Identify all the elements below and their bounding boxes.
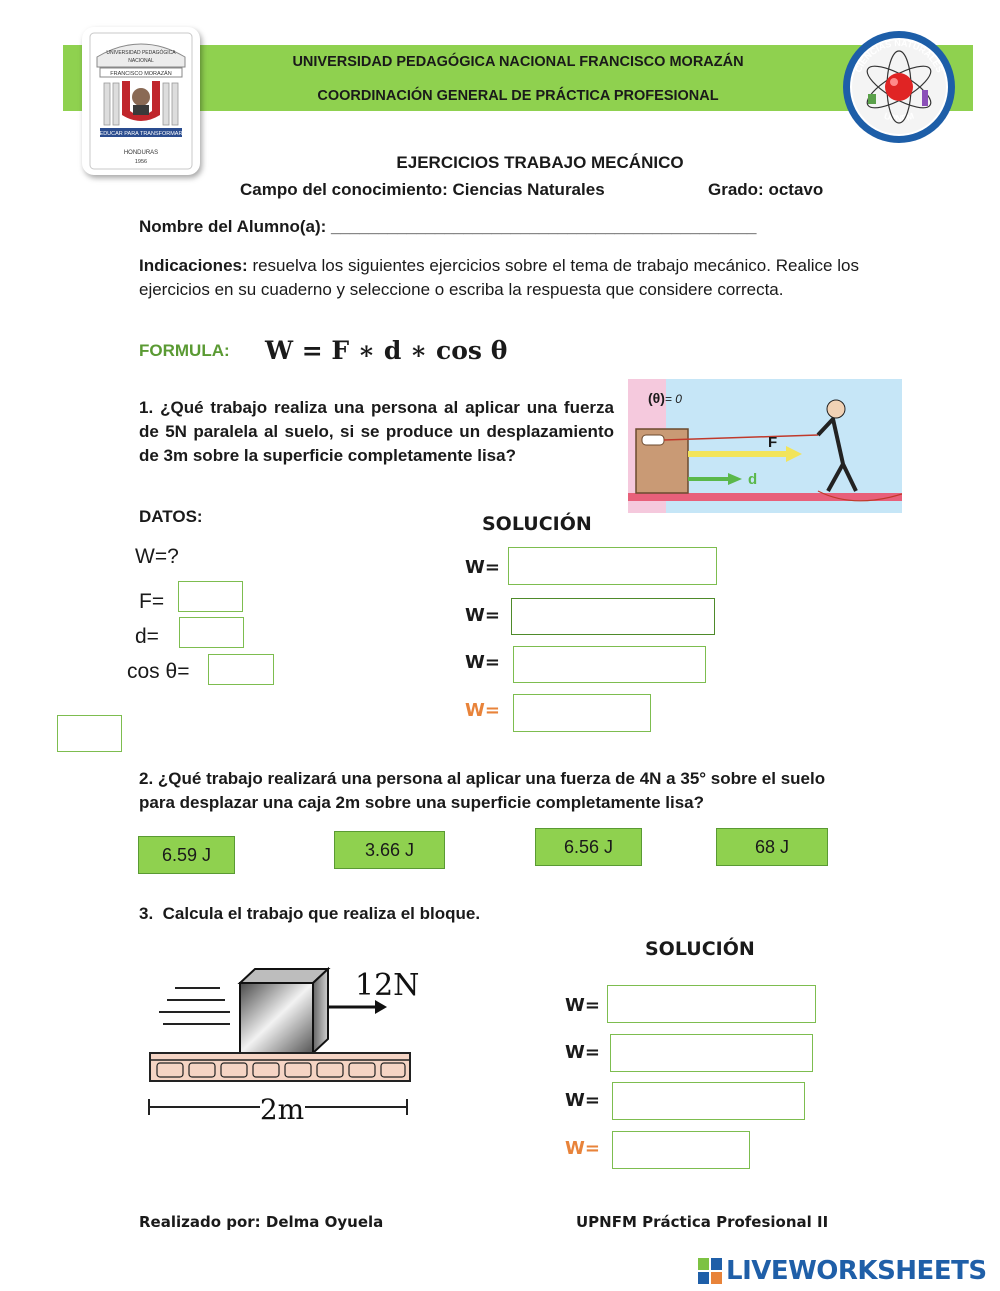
q1-solution-input-2[interactable] [511, 598, 715, 635]
q1-w-label-2: W= [465, 605, 500, 626]
q3-solution-input-2[interactable] [610, 1034, 813, 1072]
q2-option-3[interactable]: 6.56 J [535, 828, 642, 866]
q2-option-1[interactable]: 6.59 J [138, 836, 235, 874]
q3-w-label-1: W= [565, 995, 600, 1016]
formula-expression: W = F ∗ d ∗ cos θ [265, 336, 508, 365]
student-name-label: Nombre del Alumno(a): [139, 217, 332, 236]
question-3-text: 3. Calcula el trabajo que realiza el bloque. [139, 904, 481, 923]
logo-line3: FRANCISCO MORAZÁN [110, 71, 172, 77]
q1-solution-label: SOLUCIÓN [482, 513, 592, 535]
logo-line1: UNIVERSIDAD PEDAGÓGICA [106, 50, 176, 56]
question-1-text: 1. ¿Qué trabajo realiza una persona al aplicar una fuerza de 5N paralela al suelo, si se produce un desplazamiento de 3m sobre la superficie completamente lisa? [139, 398, 614, 465]
question-2-text: 2. ¿Qué trabajo realizará una persona al aplicar una fuerza de 4N a 35° sobre el suelo para desplazar una caja 2m sobre una superficie completamente lisa? [139, 769, 826, 812]
footer-course: UPNFM Práctica Profesional II [576, 1213, 829, 1231]
person-pulling-box-icon [628, 379, 902, 513]
logo-motto: EDUCAR PARA TRANSFORMAR [99, 131, 183, 137]
q3-w-label-3: W= [565, 1090, 600, 1111]
logo-line2: NACIONAL [128, 58, 154, 64]
logo-arc-top: CIENCIAS NATURALES [852, 37, 946, 74]
q1-w-label-1: W= [465, 557, 500, 578]
worksheet-title: EJERCICIOS TRABAJO MECÁNICO [396, 153, 684, 172]
q1-final-answer-input[interactable] [513, 694, 651, 732]
atom-logo-icon [840, 28, 958, 146]
liveworksheets-logo-icon [698, 1258, 722, 1284]
datos-w: W=? [135, 545, 179, 568]
logo-arc-bottom: UPNFM [882, 110, 916, 124]
q3-w-label-final: W= [565, 1138, 600, 1159]
q3-w-label-2: W= [565, 1042, 600, 1063]
logo-country: HONDURAS [123, 150, 159, 156]
displacement-input[interactable] [179, 617, 244, 648]
instructions [139, 254, 859, 302]
student-name-line: _____________________________________________ [331, 217, 757, 236]
subject-field: Campo del conocimiento: Ciencias Naturales [240, 180, 605, 199]
q3-force-label: 12N [355, 968, 420, 1003]
q3-solution-input-3[interactable] [612, 1082, 805, 1120]
datos-label: DATOS: [139, 507, 203, 526]
liveworksheets-text: LIVEWORKSHEETS [726, 1256, 987, 1286]
force-input[interactable] [178, 581, 243, 612]
q1-solution-input-1[interactable] [508, 547, 717, 585]
datos-f: F= [139, 590, 165, 613]
extra-answer-input[interactable] [57, 715, 122, 752]
q3-illustration [145, 955, 420, 1130]
svg-text:(θ)= 0 [648, 390, 682, 406]
q1-w-label-3: W= [465, 652, 500, 673]
ciencias-naturales-logo [840, 28, 958, 146]
q1-illustration [628, 379, 902, 513]
q1-image-angle-label: (θ) [648, 390, 665, 406]
q2-option-4[interactable]: 68 J [716, 828, 828, 866]
liveworksheets-brand [698, 1256, 998, 1286]
student-name-row [139, 217, 757, 237]
q2-option-2[interactable]: 3.66 J [334, 831, 445, 869]
cos-theta-input[interactable] [208, 654, 274, 685]
instructions-text: resuelva los siguientes ejercicios sobre el tema de trabajo mecánico. Realice los ejercicios en su cuaderno y seleccione o escriba la respuesta que considere correcta. [139, 256, 859, 299]
q3-distance-label: 2m [259, 1093, 305, 1126]
q1-image-angle-value: = 0 [664, 392, 682, 406]
q1-solution-input-3[interactable] [513, 646, 706, 683]
q3-final-answer-input[interactable] [612, 1131, 750, 1169]
datos-cos: cos θ= [127, 660, 190, 683]
footer-author: Realizado por: Delma Oyuela [139, 1213, 384, 1231]
sliding-block-icon [145, 955, 420, 1130]
university-name: UNIVERSIDAD PEDAGÓGICA NACIONAL FRANCISCO MORAZÁN [292, 54, 744, 70]
q1-image-force-label: F [768, 434, 778, 451]
q3-solution-input-1[interactable] [607, 985, 816, 1023]
q3-solution-label: SOLUCIÓN [645, 938, 755, 960]
datos-d: d= [135, 625, 159, 648]
instructions-label: Indicaciones: [139, 256, 248, 275]
grade-level: Grado: octavo [708, 180, 824, 199]
formula-label: FORMULA: [139, 341, 230, 360]
q1-w-label-final: W= [465, 700, 500, 721]
coordination-name: COORDINACIÓN GENERAL DE PRÁCTICA PROFESIONAL [317, 88, 719, 104]
q1-image-displacement-label: d [748, 471, 758, 488]
logo-year: 1956 [134, 159, 148, 165]
